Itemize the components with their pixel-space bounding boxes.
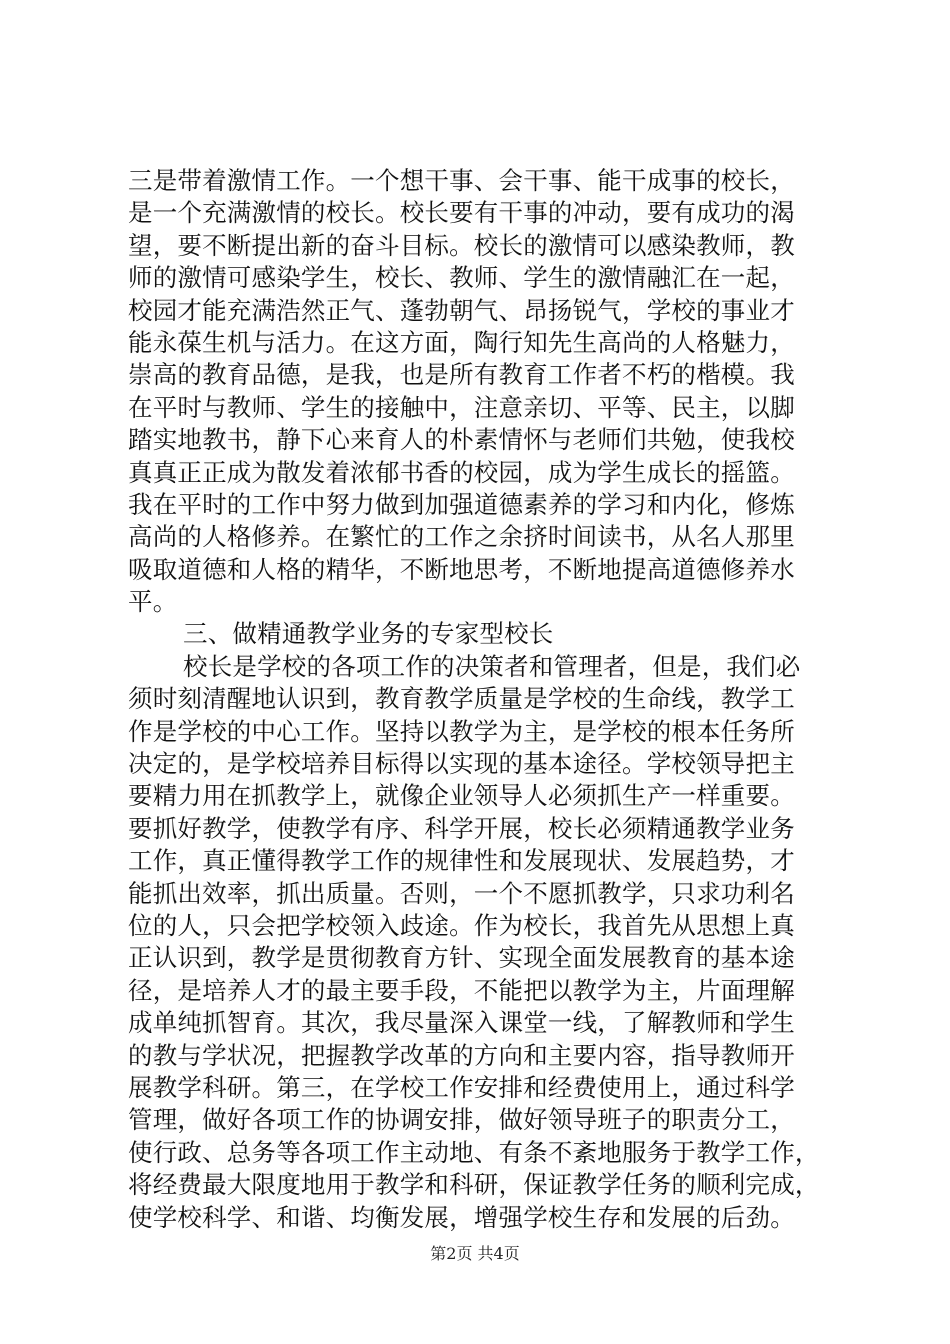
text-line: 管理，做好各项工作的协调安排，做好领导班子的职责分工， — [128, 1105, 795, 1135]
text-line: 成单纯抓智育。其次，我尽量深入课堂一线，了解教师和学生 — [128, 1008, 795, 1038]
text-line: 工作，真正懂得教学工作的规律性和发展现状、发展趋势，才 — [128, 846, 795, 876]
text-line: 要精力用在抓教学上，就像企业领导人必须抓生产一样重要。 — [128, 781, 795, 811]
text-line: 决定的，是学校培养目标得以实现的基本途径。学校领导把主 — [128, 749, 795, 779]
paragraph-passion — [128, 165, 840, 618]
text-line: 的教与学状况，把握教学改革的方向和主要内容，指导教师开 — [128, 1040, 795, 1070]
text-line: 吸取道德和人格的精华，不断地思考，不断地提高道德修养水 — [128, 554, 795, 584]
text-line: 展教学科研。第三，在学校工作安排和经费使用上，通过科学 — [128, 1072, 795, 1102]
text-line: 须时刻清醒地认识到，教育教学质量是学校的生命线，教学工 — [128, 684, 795, 714]
text-line: 能抓出效率，抓出质量。否则，一个不愿抓教学，只求功利名 — [128, 878, 795, 908]
text-line: 使学校科学、和谐、均衡发展，增强学校生存和发展的后劲。 — [128, 1202, 795, 1232]
text-line: 三是带着激情工作。一个想干事、会干事、能干成事的校长， — [128, 166, 795, 195]
text-line: 位的人，只会把学校领入歧途。作为校长，我首先从思想上真 — [128, 910, 795, 940]
text-line: 崇高的教育品德，是我，也是所有教育工作者不朽的楷模。我 — [128, 360, 795, 390]
text-line: 作是学校的中心工作。坚持以教学为主，是学校的根本任务所 — [128, 716, 795, 746]
text-line: 真真正正成为散发着浓郁书香的校园，成为学生成长的摇篮。 — [128, 457, 795, 487]
text-line: 高尚的人格修养。在繁忙的工作之余挤时间读书，从名人那里 — [128, 522, 795, 552]
text-line: 要抓好教学，使教学有序、科学开展，校长必须精通教学业务 — [128, 813, 795, 843]
page-number-footer: 第2页 共4页 — [430, 1244, 520, 1263]
text-line: 平。 — [128, 587, 178, 617]
paragraph-teaching — [128, 651, 840, 1234]
text-line: 能永葆生机与活力。在这方面，陶行知先生高尚的人格魅力， — [128, 327, 795, 357]
text-line: 校园才能充满浩然正气、蓬勃朝气、昂扬锐气，学校的事业才 — [128, 295, 795, 325]
text-line: 师的激情可感染学生，校长、教师、学生的激情融汇在一起， — [128, 263, 795, 293]
text-line: 使行政、总务等各项工作主动地、有条不紊地服务于教学工作， — [128, 1137, 820, 1167]
text-line: 望，要不断提出新的奋斗目标。校长的激情可以感染教师，教 — [128, 230, 795, 260]
text-line: 校长是学校的各项工作的决策者和管理者，但是，我们必 — [183, 651, 801, 681]
text-line: 在平时与教师、学生的接触中，注意亲切、平等、民主，以脚 — [128, 392, 795, 422]
text-line: 我在平时的工作中努力做到加强道德素养的学习和内化，修炼 — [128, 489, 795, 519]
text-line: 将经费最大限度地用于教学和科研，保证教学任务的顺利完成， — [128, 1170, 820, 1200]
text-line: 是一个充满激情的校长。校长要有干事的冲动，要有成功的渴 — [128, 198, 795, 228]
document-body — [128, 165, 840, 1234]
section-heading: 三、做精通教学业务的专家型校长 — [183, 619, 554, 649]
text-line: 踏实地教书，静下心来育人的朴素情怀与老师们共勉，使我校 — [128, 425, 795, 455]
text-line: 正认识到，教学是贯彻教育方针、实现全面发展教育的基本途 — [128, 943, 795, 973]
text-line: 径，是培养人才的最主要手段，不能把以教学为主，片面理解 — [128, 975, 795, 1005]
